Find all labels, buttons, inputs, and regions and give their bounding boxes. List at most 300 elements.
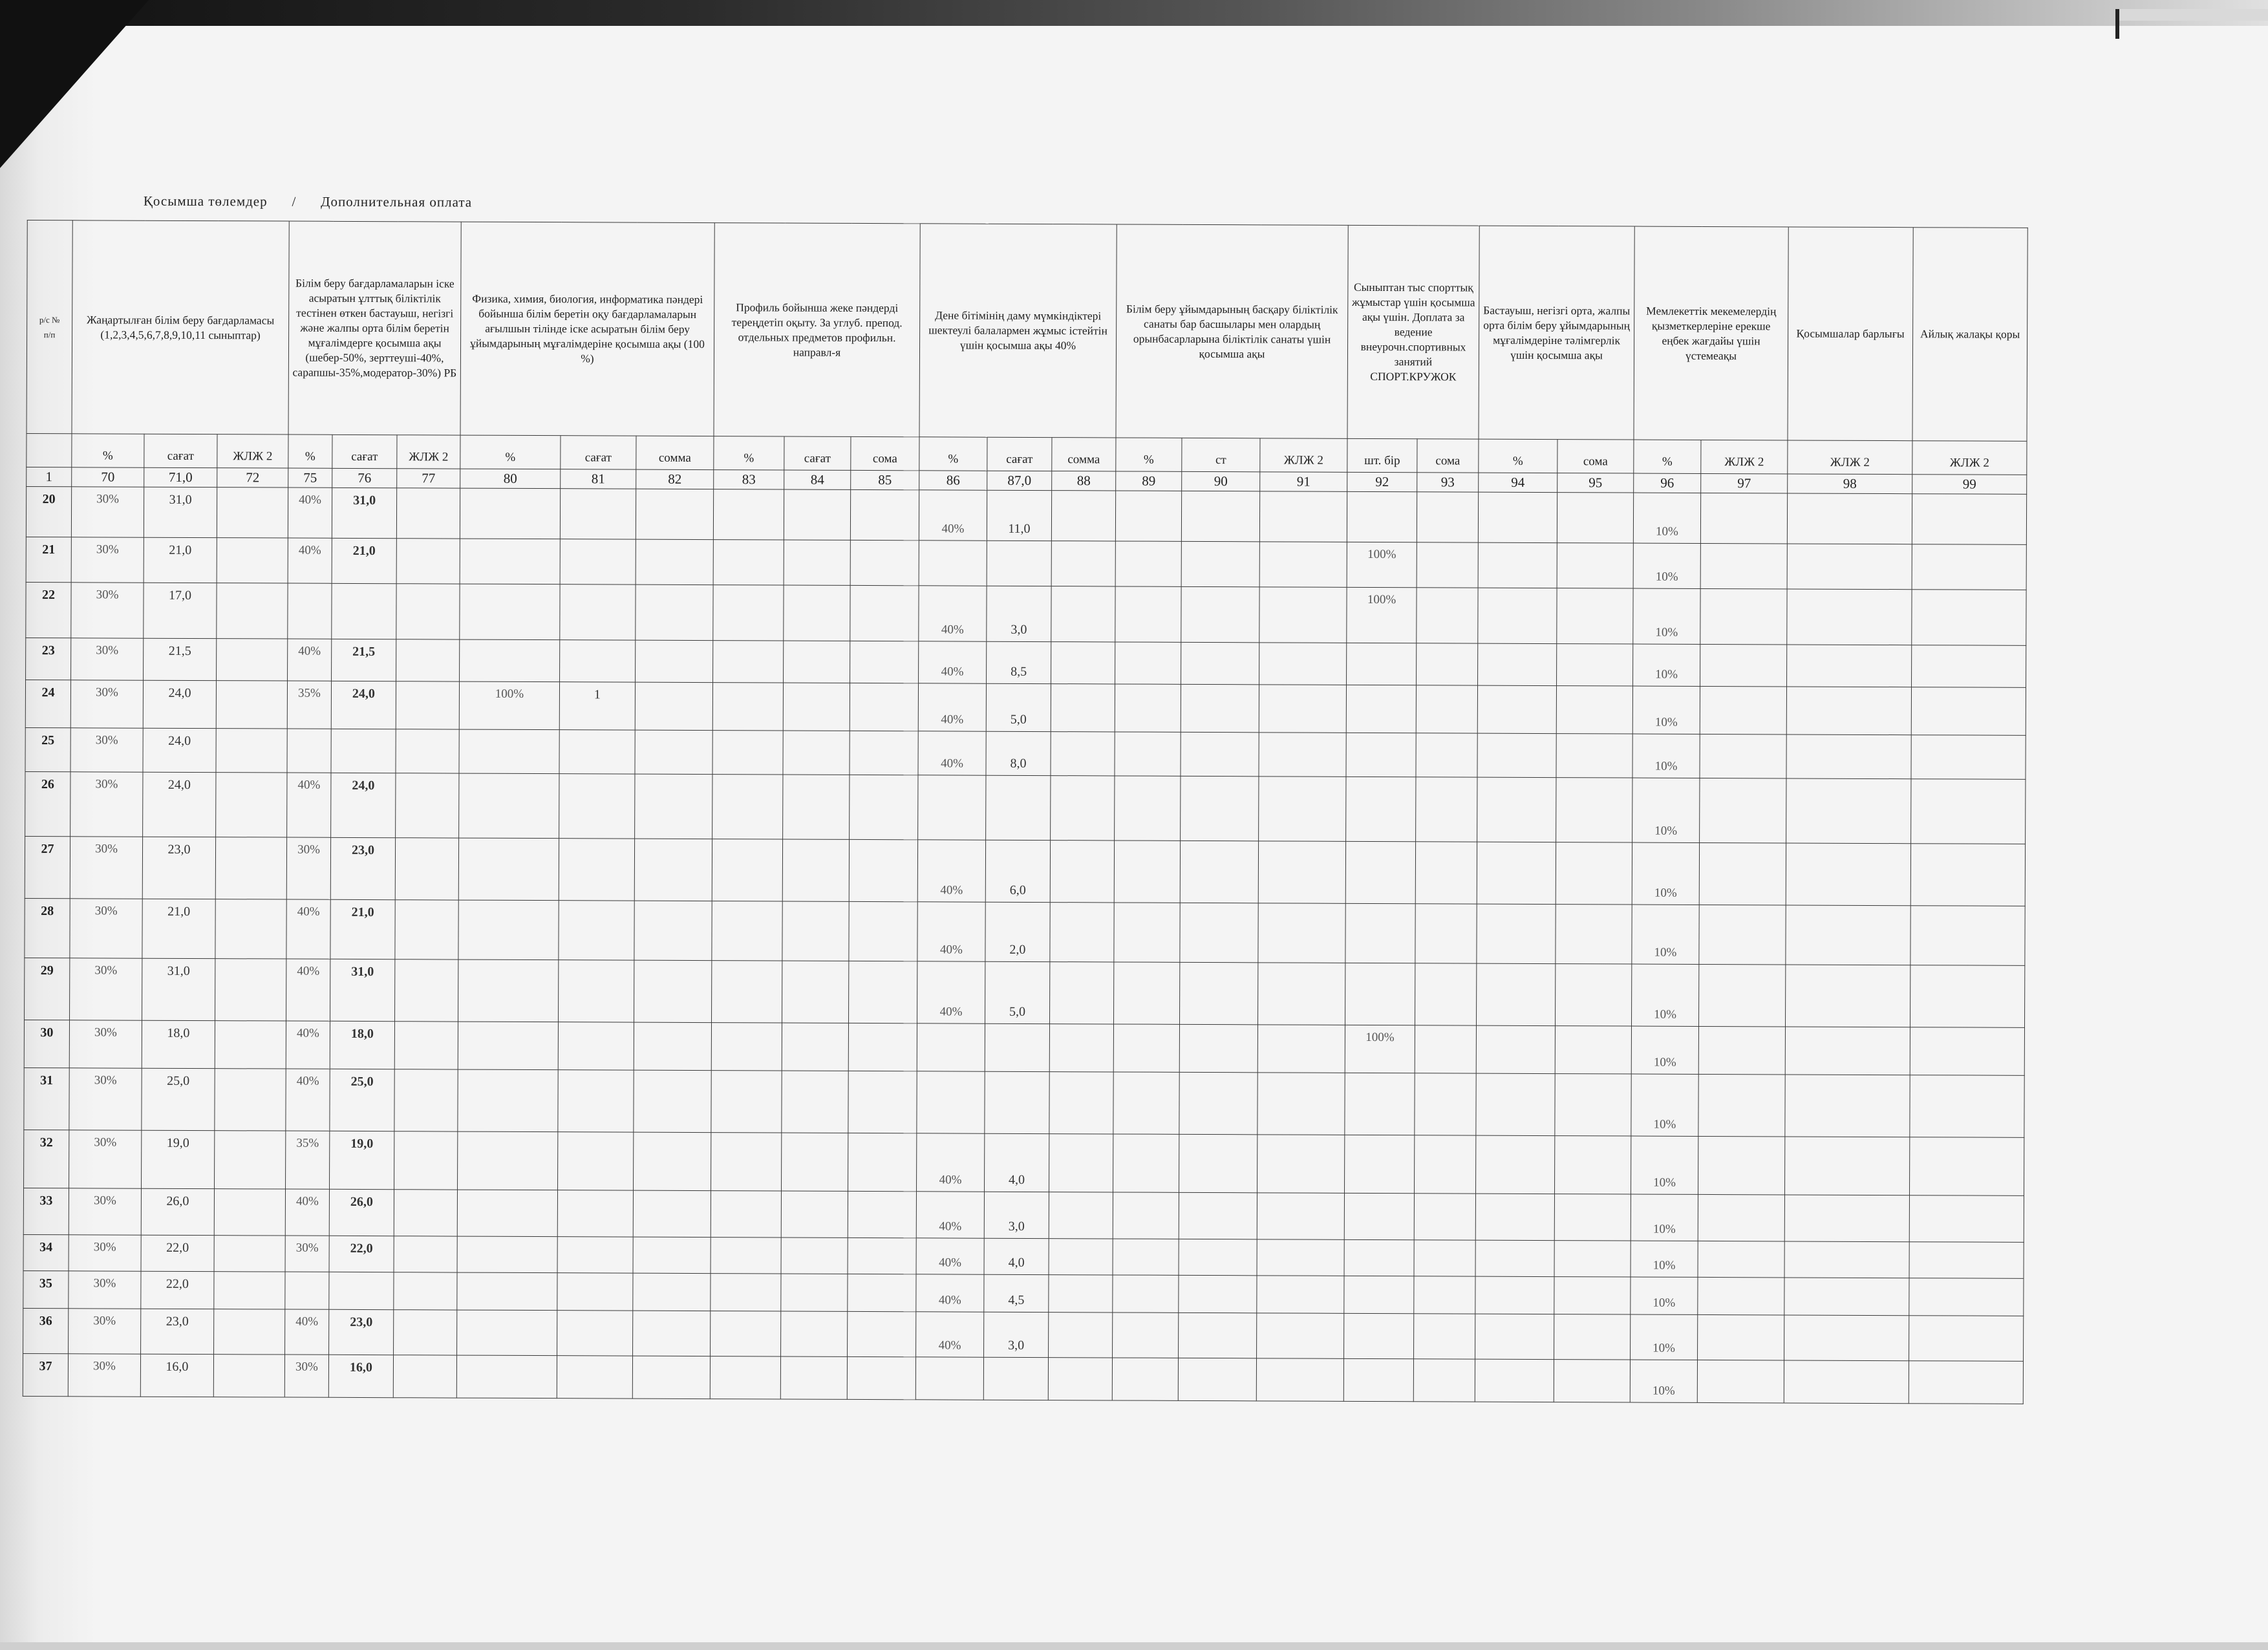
header-row bbox=[27, 220, 2027, 442]
table-cell bbox=[460, 584, 560, 640]
table-cell bbox=[1698, 1194, 1784, 1241]
table-cell bbox=[1700, 588, 1787, 645]
table-cell: 30% bbox=[68, 1354, 140, 1397]
table-cell bbox=[1414, 1276, 1475, 1314]
table-cell bbox=[217, 488, 288, 538]
table-cell bbox=[1557, 644, 1633, 686]
table-cell bbox=[1344, 1193, 1414, 1239]
table-cell bbox=[1475, 1359, 1554, 1402]
subheader-cell: % bbox=[288, 434, 332, 468]
table-row bbox=[25, 958, 2025, 1027]
table-cell bbox=[1785, 1027, 1910, 1075]
table-cell: 21,0 bbox=[142, 899, 215, 958]
table-cell: 25,0 bbox=[142, 1068, 215, 1130]
column-number-cell: 83 bbox=[714, 470, 784, 489]
table-cell bbox=[1556, 964, 1632, 1026]
table-cell bbox=[919, 541, 987, 586]
table-cell bbox=[1698, 1241, 1784, 1278]
table-cell bbox=[711, 1311, 781, 1356]
column-number-cell: 72 bbox=[217, 468, 288, 488]
header-monthly-fund: Айлық жалақы қоры bbox=[1912, 228, 2027, 442]
table-cell: 40% bbox=[916, 1192, 984, 1238]
table-cell bbox=[1909, 1137, 2024, 1196]
table-cell bbox=[1050, 903, 1114, 962]
table-cell: 10% bbox=[1632, 778, 1700, 842]
table-cell bbox=[331, 729, 396, 773]
table-cell bbox=[214, 1309, 285, 1355]
table-cell bbox=[560, 640, 636, 682]
table-cell: 16,0 bbox=[140, 1354, 213, 1397]
table-cell bbox=[918, 775, 986, 840]
column-number-cell: 85 bbox=[851, 470, 919, 489]
table-cell bbox=[848, 1133, 917, 1191]
table-cell bbox=[215, 899, 286, 959]
table-cell bbox=[1113, 1024, 1179, 1072]
table-cell: 26,0 bbox=[141, 1188, 214, 1235]
table-cell bbox=[1181, 684, 1259, 732]
subheader-cell: % bbox=[1634, 440, 1701, 473]
table-cell: 100% bbox=[1345, 1025, 1415, 1073]
table-row bbox=[24, 1067, 2024, 1137]
table-cell bbox=[459, 729, 559, 774]
table-cell bbox=[1556, 842, 1632, 905]
table-cell bbox=[782, 1023, 848, 1071]
table-cell bbox=[1700, 543, 1787, 589]
table-cell: 23,0 bbox=[142, 837, 215, 899]
table-cell bbox=[1910, 1027, 2024, 1076]
table-cell bbox=[1475, 1194, 1554, 1240]
table-cell bbox=[1475, 1276, 1554, 1314]
table-cell bbox=[394, 1190, 457, 1236]
table-cell bbox=[1181, 491, 1259, 541]
table-cell bbox=[1699, 842, 1786, 905]
table-cell bbox=[1784, 1360, 1909, 1404]
table-cell bbox=[1478, 492, 1557, 542]
table-cell bbox=[1179, 1024, 1257, 1072]
subheader-cell: % bbox=[919, 437, 987, 471]
table-cell bbox=[1049, 1312, 1113, 1358]
subheader-cell: ЖЛЖ 2 bbox=[1701, 440, 1788, 474]
table-cell bbox=[1049, 1072, 1113, 1134]
table-cell: 3,0 bbox=[987, 586, 1051, 641]
table-cell: 31,0 bbox=[330, 959, 395, 1021]
table-cell bbox=[1784, 1137, 1909, 1195]
table-cell bbox=[1477, 733, 1556, 777]
table-cell bbox=[213, 1355, 284, 1397]
table-cell bbox=[983, 1357, 1048, 1400]
table-cell bbox=[713, 585, 784, 641]
table-cell bbox=[560, 539, 636, 584]
table-cell bbox=[782, 1133, 848, 1191]
caption-russian: Дополнительная оплата bbox=[321, 193, 473, 210]
table-cell bbox=[850, 489, 919, 540]
table-cell bbox=[1909, 1278, 2024, 1316]
table-cell: 40% bbox=[917, 1133, 985, 1192]
table-cell bbox=[849, 961, 917, 1023]
table-cell: 30% bbox=[69, 1188, 141, 1235]
table-cell bbox=[784, 585, 850, 641]
table-cell bbox=[1113, 1239, 1179, 1275]
subheader-cell: % bbox=[1116, 438, 1182, 471]
table-cell bbox=[713, 641, 784, 683]
table-cell bbox=[915, 1357, 983, 1400]
table-cell bbox=[458, 1131, 558, 1190]
table-cell bbox=[396, 729, 459, 773]
table-row bbox=[23, 1188, 2024, 1242]
table-cell: 40% bbox=[288, 639, 332, 681]
table-cell bbox=[1477, 963, 1556, 1025]
table-cell: 10% bbox=[1633, 543, 1700, 588]
header-updated-program: Жаңартылған білім беру бағдарламасы (1,2,3,4,5,6,7,8,9,10,11 сыныптар) bbox=[72, 220, 289, 434]
payments-table bbox=[23, 220, 2028, 1404]
table-cell bbox=[1556, 734, 1632, 778]
table-cell bbox=[1257, 1313, 1344, 1359]
scan-corner-shadow bbox=[0, 0, 149, 168]
table-cell: 10% bbox=[1633, 588, 1700, 644]
row-number-cell: 35 bbox=[23, 1270, 69, 1308]
column-number-cell: 82 bbox=[636, 469, 714, 489]
table-cell bbox=[1477, 685, 1556, 733]
table-cell bbox=[557, 1311, 633, 1356]
table-cell: 40% bbox=[918, 683, 986, 731]
table-cell bbox=[1179, 1072, 1257, 1134]
table-cell bbox=[1785, 965, 1910, 1027]
table-cell: 1 bbox=[559, 682, 635, 730]
table-cell bbox=[848, 1274, 916, 1311]
table-cell: 16,0 bbox=[328, 1355, 393, 1397]
table-cell: 10% bbox=[1632, 686, 1700, 734]
table-row bbox=[25, 898, 2025, 965]
row-number-cell: 26 bbox=[25, 771, 70, 836]
subheader-cell: сағат bbox=[784, 436, 851, 470]
table-cell bbox=[1115, 684, 1181, 732]
table-cell bbox=[636, 489, 713, 539]
row-number-cell: 23 bbox=[26, 638, 71, 680]
table-cell bbox=[1259, 777, 1346, 842]
table-cell bbox=[1181, 642, 1259, 684]
table-cell bbox=[847, 1356, 915, 1399]
table-cell bbox=[1180, 903, 1258, 962]
table-cell bbox=[635, 730, 712, 774]
table-cell bbox=[1700, 778, 1786, 843]
table-cell bbox=[217, 538, 288, 583]
table-cell bbox=[783, 683, 850, 731]
table-cell: 30% bbox=[70, 837, 142, 899]
table-cell: 30% bbox=[71, 537, 144, 583]
table-cell: 24,0 bbox=[143, 680, 216, 728]
table-cell bbox=[1784, 1278, 1909, 1316]
table-cell bbox=[781, 1191, 848, 1238]
row-number-cell: 30 bbox=[24, 1020, 69, 1067]
table-cell bbox=[1910, 1075, 2024, 1138]
table-cell bbox=[1114, 841, 1180, 903]
table-cell bbox=[1113, 1312, 1179, 1358]
table-cell bbox=[1049, 1024, 1113, 1072]
table-cell bbox=[1698, 964, 1785, 1027]
table-cell bbox=[917, 1071, 985, 1133]
table-cell bbox=[1697, 1360, 1784, 1403]
table-cell: 10% bbox=[1632, 905, 1699, 964]
table-row bbox=[26, 638, 2026, 687]
table-cell bbox=[1699, 905, 1786, 965]
table-cell bbox=[1554, 1360, 1630, 1402]
table-row bbox=[26, 537, 2026, 590]
table-cell bbox=[1556, 778, 1632, 842]
table-cell bbox=[285, 1272, 329, 1309]
table-cell: 40% bbox=[916, 1312, 984, 1357]
table-cell: 21,0 bbox=[330, 899, 395, 959]
table-cell bbox=[781, 1274, 848, 1311]
table-cell bbox=[1115, 776, 1181, 841]
table-cell bbox=[781, 1311, 848, 1356]
table-cell: 100% bbox=[1347, 587, 1417, 643]
table-cell bbox=[632, 1356, 710, 1398]
column-number-cell: 90 bbox=[1182, 471, 1260, 491]
table-cell bbox=[987, 541, 1051, 586]
table-cell: 18,0 bbox=[330, 1021, 394, 1069]
subheader-blank bbox=[27, 433, 72, 467]
table-cell bbox=[1417, 588, 1478, 643]
table-cell bbox=[214, 1236, 285, 1272]
table-cell bbox=[458, 1022, 558, 1070]
table-cell bbox=[1912, 494, 2026, 545]
table-cell: 26,0 bbox=[329, 1189, 394, 1236]
table-cell: 30% bbox=[71, 583, 144, 638]
table-cell bbox=[636, 539, 713, 584]
column-number-cell: 91 bbox=[1260, 472, 1347, 492]
table-cell: 30% bbox=[70, 680, 143, 728]
table-cell bbox=[557, 1190, 633, 1237]
table-cell bbox=[460, 488, 560, 539]
table-cell bbox=[1051, 684, 1115, 732]
table-cell: 40% bbox=[285, 1189, 329, 1236]
table-cell bbox=[1555, 1136, 1631, 1194]
table-cell bbox=[850, 731, 918, 775]
table-cell bbox=[1345, 963, 1415, 1025]
table-cell: 10% bbox=[1631, 1314, 1698, 1360]
row-number-cell: 20 bbox=[26, 486, 71, 537]
table-cell bbox=[457, 1236, 557, 1273]
table-cell bbox=[1112, 1358, 1178, 1400]
subheader-cell: ЖЛЖ 2 bbox=[1912, 441, 2027, 475]
row-number-cell: 21 bbox=[26, 537, 71, 582]
table-cell bbox=[217, 639, 288, 681]
subheader-cell: % bbox=[72, 434, 144, 467]
table-cell: 40% bbox=[287, 773, 331, 837]
table-cell bbox=[1050, 841, 1114, 903]
column-number-cell: 77 bbox=[397, 469, 460, 488]
table-cell bbox=[1257, 1193, 1344, 1240]
table-cell bbox=[1415, 1135, 1476, 1194]
row-number-cell: 22 bbox=[26, 582, 71, 638]
subheader-cell: сағат bbox=[332, 434, 397, 468]
table-cell bbox=[712, 731, 783, 775]
table-caption bbox=[144, 193, 472, 211]
table-cell bbox=[458, 900, 559, 960]
table-cell bbox=[394, 1131, 458, 1190]
subheader-cell: сомма bbox=[636, 436, 714, 469]
table-cell bbox=[1347, 491, 1417, 542]
table-cell bbox=[1416, 777, 1477, 842]
table-cell bbox=[848, 1191, 916, 1238]
table-cell bbox=[1475, 1240, 1554, 1276]
table-cell bbox=[558, 1022, 634, 1070]
table-cell bbox=[1557, 588, 1633, 644]
table-cell: 24,0 bbox=[143, 728, 216, 772]
table-cell bbox=[1115, 732, 1181, 776]
subheader-cell: % bbox=[714, 436, 784, 470]
table-cell bbox=[1698, 1026, 1785, 1075]
subheader-cell: ЖЛЖ 2 bbox=[217, 434, 288, 468]
table-cell bbox=[1784, 1195, 1909, 1242]
table-cell bbox=[1477, 904, 1556, 963]
column-number-cell: 84 bbox=[784, 470, 851, 489]
table-cell bbox=[394, 1236, 457, 1272]
caption-kazakh: Қосымша төлемдер bbox=[143, 193, 268, 209]
table-cell bbox=[1787, 645, 1912, 687]
table-cell: 100% bbox=[459, 681, 559, 730]
table-cell: 3,0 bbox=[984, 1192, 1049, 1238]
table-cell: 40% bbox=[286, 899, 330, 959]
table-cell bbox=[1179, 1275, 1257, 1312]
table-cell: 40% bbox=[916, 1238, 984, 1274]
table-cell bbox=[633, 1190, 711, 1237]
table-cell: 40% bbox=[918, 731, 986, 775]
table-cell bbox=[634, 1070, 711, 1132]
table-cell bbox=[1554, 1277, 1631, 1314]
table-cell: 19,0 bbox=[142, 1130, 215, 1188]
table-cell bbox=[1259, 491, 1347, 542]
table-cell bbox=[1049, 1275, 1113, 1312]
table-cell bbox=[712, 839, 782, 901]
table-cell bbox=[557, 1273, 633, 1311]
table-cell: 40% bbox=[917, 840, 985, 902]
table-cell: 35% bbox=[286, 1131, 330, 1189]
table-cell: 4,0 bbox=[985, 1133, 1049, 1192]
subheader-cell: ЖЛЖ 2 bbox=[397, 435, 460, 469]
table-cell bbox=[635, 682, 712, 730]
table-cell: 8,0 bbox=[986, 731, 1051, 775]
table-cell bbox=[711, 1238, 781, 1274]
table-cell bbox=[557, 1237, 633, 1273]
subheader-cell: ЖЛЖ 2 bbox=[1260, 438, 1347, 473]
table-cell bbox=[560, 489, 636, 539]
column-number-cell: 99 bbox=[1912, 475, 2027, 495]
subheader-cell: сағат bbox=[144, 434, 217, 467]
table-cell bbox=[850, 641, 919, 683]
table-cell: 8,5 bbox=[987, 641, 1051, 683]
table-cell bbox=[396, 488, 460, 539]
table-cell bbox=[460, 539, 560, 584]
table-cell bbox=[1475, 1314, 1554, 1359]
table-cell bbox=[1415, 904, 1477, 963]
table-cell: 30% bbox=[69, 1235, 141, 1271]
table-cell: 11,0 bbox=[987, 490, 1051, 541]
table-row bbox=[25, 836, 2025, 906]
table-cell bbox=[783, 775, 850, 839]
table-cell bbox=[214, 1189, 285, 1236]
table-cell bbox=[1698, 1314, 1784, 1360]
table-cell bbox=[1346, 685, 1416, 733]
table-cell bbox=[781, 1238, 848, 1274]
row-number-cell: 28 bbox=[25, 898, 70, 958]
table-cell bbox=[1256, 1358, 1343, 1402]
header-national-test: Білім беру бағдарламаларын іске асыратын ұлттық біліктілік тестінен өткен бастауыш, негізгі және жалпы орта білім беретін мұғалімдерге қосымша ақы (шебер-50%, зерттеуші-40%, сарапшы-35%,модератор-30%) РБ bbox=[288, 221, 461, 435]
table-cell bbox=[1181, 541, 1259, 586]
subheader-cell: сомма bbox=[1052, 438, 1116, 471]
table-cell bbox=[1049, 1192, 1113, 1239]
table-cell: 3,0 bbox=[984, 1312, 1049, 1357]
table-cell bbox=[985, 1071, 1049, 1133]
table-cell bbox=[1181, 776, 1259, 841]
table-cell bbox=[1555, 1074, 1631, 1136]
table-cell bbox=[1345, 1135, 1415, 1193]
table-cell bbox=[215, 1069, 286, 1131]
table-cell bbox=[1911, 687, 2026, 736]
table-cell bbox=[1346, 733, 1416, 777]
table-row bbox=[23, 1353, 2023, 1404]
table-cell bbox=[712, 961, 782, 1023]
table-cell bbox=[1343, 1358, 1413, 1401]
table-cell bbox=[1910, 844, 2025, 906]
table-cell bbox=[1786, 905, 1910, 965]
table-cell bbox=[1414, 1314, 1475, 1359]
row-number-cell: 36 bbox=[23, 1308, 69, 1353]
table-cell bbox=[1700, 734, 1786, 778]
row-number-cell: 25 bbox=[25, 727, 70, 771]
table-cell bbox=[1554, 1194, 1631, 1241]
table-row bbox=[25, 680, 2026, 735]
header-deputy-heads: Білім беру ұйымдарының басқару біліктілік санаты бар басшылары мен олардың орынбасарларына біліктілік санаты үшін қосымша ақы bbox=[1116, 224, 1348, 438]
table-cell bbox=[1554, 1241, 1631, 1277]
table-cell bbox=[850, 585, 919, 641]
table-cell bbox=[558, 1070, 634, 1132]
table-cell bbox=[1911, 779, 2026, 844]
table-cell bbox=[1048, 1358, 1112, 1400]
column-number-cell: 98 bbox=[1788, 474, 1912, 494]
table-cell bbox=[1417, 492, 1478, 542]
table-cell: 4,5 bbox=[984, 1274, 1049, 1312]
table-cell bbox=[1257, 1239, 1344, 1276]
table-cell bbox=[393, 1355, 456, 1398]
table-cell bbox=[1910, 965, 2024, 1028]
table-cell bbox=[848, 1238, 916, 1274]
table-cell bbox=[634, 960, 712, 1022]
column-number-cell: 94 bbox=[1479, 473, 1557, 492]
table-row bbox=[25, 771, 2026, 844]
table-cell bbox=[1180, 962, 1258, 1024]
table-cell bbox=[1912, 544, 2026, 590]
table-cell bbox=[634, 901, 712, 960]
table-cell bbox=[633, 1273, 711, 1311]
table-cell bbox=[458, 1069, 558, 1132]
table-cell bbox=[1698, 1074, 1785, 1137]
table-cell bbox=[848, 1311, 916, 1356]
table-cell bbox=[557, 1356, 632, 1398]
table-cell bbox=[1787, 589, 1912, 645]
table-cell bbox=[215, 959, 286, 1021]
subheader-cell: сома bbox=[851, 436, 919, 470]
table-cell bbox=[1478, 643, 1557, 685]
table-cell: 30% bbox=[285, 1236, 329, 1272]
table-cell bbox=[1347, 643, 1417, 685]
table-cell bbox=[636, 584, 713, 640]
table-cell bbox=[1114, 903, 1180, 962]
table-cell: 24,0 bbox=[331, 681, 396, 729]
table-cell bbox=[1178, 1358, 1256, 1400]
table-cell bbox=[1787, 544, 1912, 590]
table-cell bbox=[1556, 905, 1632, 964]
